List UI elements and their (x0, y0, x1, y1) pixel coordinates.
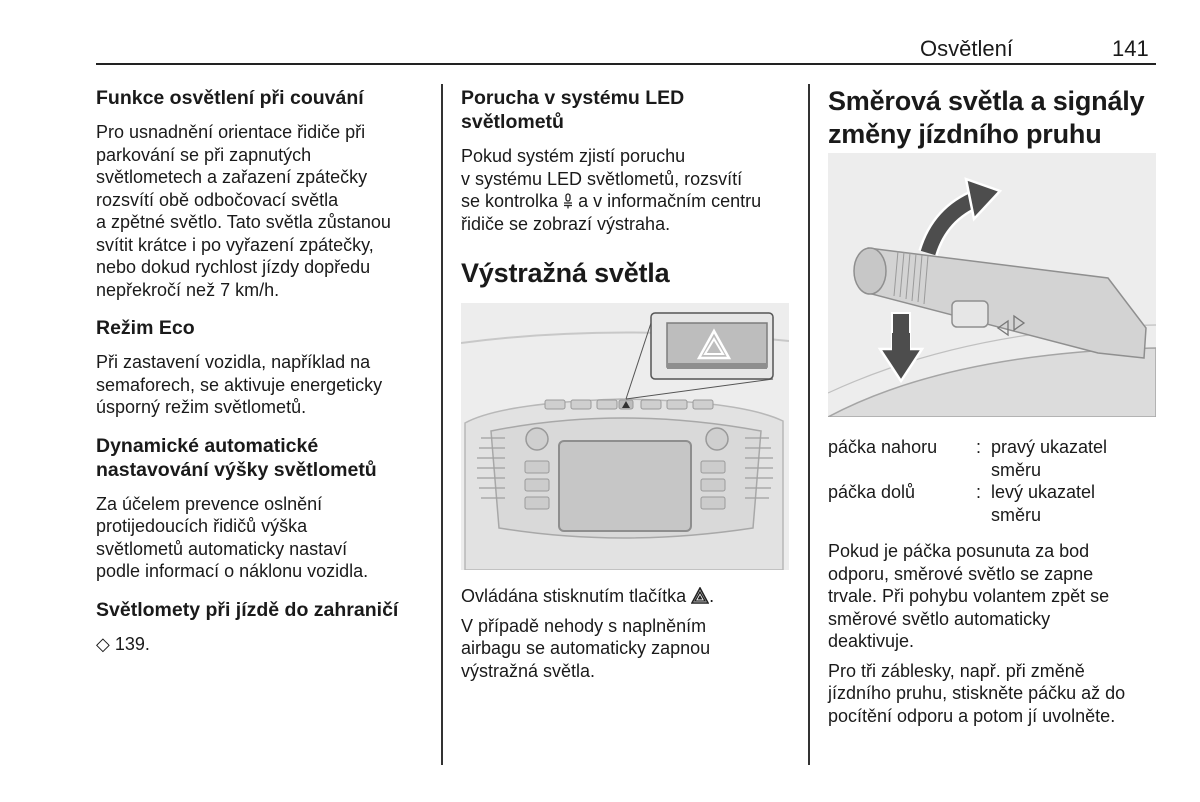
column-divider-2 (808, 84, 810, 765)
text-fragment: . (709, 586, 715, 606)
text-line: výstražná světla. (461, 660, 596, 681)
text-line: protijedoucích řidičů výška (96, 516, 308, 536)
column-1 (96, 86, 436, 655)
text-line: Pro tři záblesky, např. při změně (828, 660, 1085, 681)
header-rule (96, 63, 1156, 65)
column-2 (461, 86, 801, 290)
text-line: v systému LED světlometů, rozsvítí (461, 168, 743, 189)
text-line: jízdního pruhu, stiskněte páčku až do (828, 683, 1126, 703)
text-line: Za účelem prevence oslnění (96, 493, 323, 514)
section-title-headlight-leveling: Dynamické automatické (96, 434, 319, 457)
text-line: deaktivuje. (828, 631, 915, 651)
text-line: Pokud je páčka posunuta za bod (828, 541, 1090, 561)
text-line: Při zastavení vozidla, například na (96, 352, 371, 372)
text-line: úsporný režim světlometů. (96, 397, 307, 417)
hazard-triangle-icon (691, 587, 709, 604)
text-line: světlometů automaticky nastaví (96, 538, 348, 559)
text-line: rozsvítí obě odbočovací světla (96, 189, 339, 210)
text-line: nepřekročí než 7 km/h. (96, 279, 280, 300)
column-2-lower (461, 585, 801, 682)
cross-reference (96, 633, 436, 656)
hazard-button-figure (461, 303, 789, 570)
section-title-led-failure-l2: světlometů (461, 111, 564, 133)
text-line: Pro usnadnění orientace řidiče při (96, 122, 366, 142)
text-line: V případě nehody s naplněním (461, 615, 707, 636)
section-title-eco-mode: Režim Eco (96, 317, 195, 339)
legend-value-line: levý ukazatel (991, 482, 1096, 502)
led-warning-icon (563, 193, 573, 209)
text-line: řidiče se zobrazí výstraha. (461, 213, 671, 234)
legend-value-line: směru (991, 504, 1042, 525)
text-line: a zpětné světlo. Tato světla zůstanou (96, 212, 391, 232)
legend-value (991, 436, 1151, 481)
legend-key: páčka dolů (828, 482, 916, 502)
cross-reference-icon: ◇ (96, 633, 110, 654)
legend-row (828, 481, 1158, 527)
section-title-turn-signals-l2: změny jízdního pruhu (828, 119, 1102, 149)
legend-row (828, 436, 1158, 482)
column-3 (828, 85, 1168, 151)
text-line: podle informací o náklonu vozidla. (96, 561, 369, 581)
section-title-turn-signals: Směrová světla a signály (828, 86, 1145, 116)
text-line: světlometech a zařazení zpátečky (96, 167, 368, 187)
legend-separator: : (976, 437, 982, 457)
legend-value-line: pravý ukazatel (991, 437, 1108, 457)
section-title-led-failure: Porucha v systému LED (461, 87, 685, 109)
column-divider-1 (441, 84, 443, 765)
text-line (461, 190, 801, 213)
legend-value-line: směru (991, 459, 1042, 480)
legend-key: páčka nahoru (828, 437, 938, 457)
legend-separator: : (976, 482, 982, 502)
section-title-reverse-lighting: Funkce osvětlení při couvání (96, 87, 364, 109)
text-line: pocítění odporu a potom jí uvolněte. (828, 705, 1116, 726)
text-fragment: se kontrolka (461, 191, 559, 211)
column-3-lower (828, 540, 1168, 727)
text-line: směrové světlo automaticky (828, 608, 1051, 629)
lever-legend (828, 436, 1158, 528)
text-line: semaforech, se aktivuje energeticky (96, 374, 383, 395)
text-line (461, 585, 801, 608)
legend-value (991, 481, 1151, 526)
section-title-driving-abroad: Světlomety při jízdě do zahraničí (96, 598, 399, 621)
page-number: 141 (1112, 36, 1149, 61)
text-line: odporu, směrové světlo se zapne (828, 563, 1094, 584)
text-line: nebo dokud rychlost jízdy dopředu (96, 257, 371, 277)
text-line: Pokud systém zjistí poruchu (461, 146, 686, 166)
text-line: svítit krátce i po vyřazení zpátečky, (96, 234, 374, 255)
text-line: trvale. Při pohybu volantem zpět se (828, 586, 1110, 606)
text-fragment: Ovládána stisknutím tlačítka (461, 586, 687, 606)
running-header-title: Osvětlení (920, 36, 1013, 61)
text-line: parkování se při zapnutých (96, 144, 312, 165)
section-title-hazard-lights: Výstražná světla (461, 258, 670, 288)
text-line: airbagu se automaticky zapnou (461, 638, 711, 658)
text-fragment: a v informačním centru (578, 191, 762, 211)
turn-signal-lever-figure (828, 153, 1156, 417)
section-title-headlight-leveling-l2: nastavování výšky světlometů (96, 458, 377, 481)
cross-reference-page: 139. (114, 633, 150, 654)
